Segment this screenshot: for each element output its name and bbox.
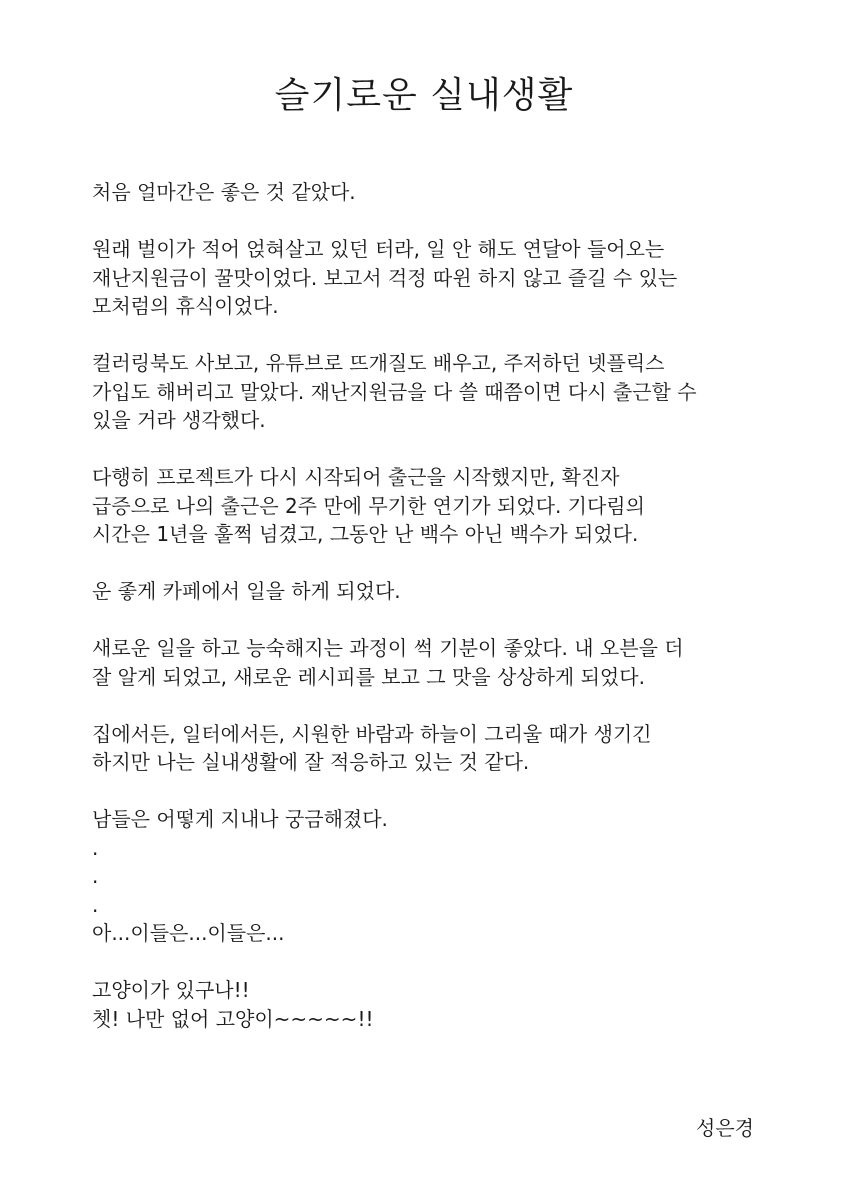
paragraph-line: 잘 알게 되었고, 새로운 레시피를 보고 그 맛을 상상하게 되었다. bbox=[92, 664, 645, 689]
paragraph-line: 컬러링북도 사보고, 유튜브로 뜨개질도 배우고, 주저하던 넷플릭스 bbox=[92, 351, 665, 375]
author-name: 성은경 bbox=[696, 1116, 754, 1140]
paragraph-gap bbox=[92, 777, 782, 806]
essay-body bbox=[92, 178, 782, 1033]
paragraph-line: 운 좋게 카페에서 일을 하게 되었다. bbox=[92, 579, 401, 603]
ellipsis-dot: . bbox=[92, 864, 99, 888]
paragraph-line: 다행히 프로젝트가 다시 시작되어 출근을 시작했지만, 확진자 bbox=[92, 465, 620, 489]
paragraph-line: 집에서든, 일터에서든, 시원한 바람과 하늘이 그리울 때가 생기긴 bbox=[92, 721, 652, 746]
paragraph-gap bbox=[92, 691, 782, 720]
paragraph-line: 모처럼의 휴식이었다. bbox=[92, 294, 279, 318]
paragraph-gap bbox=[92, 606, 782, 635]
paragraph-line: 처음 얼마간은 좋은 것 같았다. bbox=[92, 180, 356, 204]
paragraph-line: 새로운 일을 하고 능숙해지는 과정이 썩 기분이 좋았다. 내 오븐을 더 bbox=[92, 636, 684, 660]
ellipsis-dot: . bbox=[92, 835, 99, 860]
paragraph-gap bbox=[92, 207, 782, 236]
paragraph-line: 쳇! 나만 없어 고양이~~~~~!! bbox=[92, 1006, 374, 1031]
paragraph-line: 있을 거라 생각했다. bbox=[92, 408, 266, 432]
paragraph-line: 원래 벌이가 적어 얹혀살고 있던 터라, 일 안 해도 연달아 들어오는 bbox=[92, 237, 665, 261]
paragraph-line: 가입도 해버리고 말았다. 재난지원금을 다 쓸 때쯤이면 다시 출근할 수 bbox=[92, 379, 697, 404]
paragraph-line: 재난지원금이 꿀맛이었다. 보고서 걱정 따윈 하지 않고 즐길 수 있는 bbox=[92, 265, 678, 290]
paragraph-gap bbox=[92, 321, 782, 350]
paragraph-line: 시간은 1년을 훌쩍 넘겼고, 그동안 난 백수 아닌 백수가 되었다. bbox=[92, 522, 639, 546]
document-title: 슬기로운 실내생활 bbox=[274, 75, 574, 116]
paragraph-line: 하지만 나는 실내생활에 잘 적응하고 있는 것 같다. bbox=[92, 750, 530, 774]
paragraph-line: 아...이들은...이들은... bbox=[92, 921, 285, 945]
paragraph-gap bbox=[92, 948, 782, 977]
paragraph-gap bbox=[92, 549, 782, 578]
paragraph-gap bbox=[92, 435, 782, 464]
paragraph-line: 남들은 어떻게 지내나 궁금해졌다. bbox=[92, 807, 388, 831]
paragraph-line: 급증으로 나의 출근은 2주 만에 무기한 연기가 되었다. 기다림의 bbox=[92, 493, 645, 518]
ellipsis-dot: . bbox=[92, 892, 99, 917]
paragraph-line: 고양이가 있구나!! bbox=[92, 978, 250, 1002]
